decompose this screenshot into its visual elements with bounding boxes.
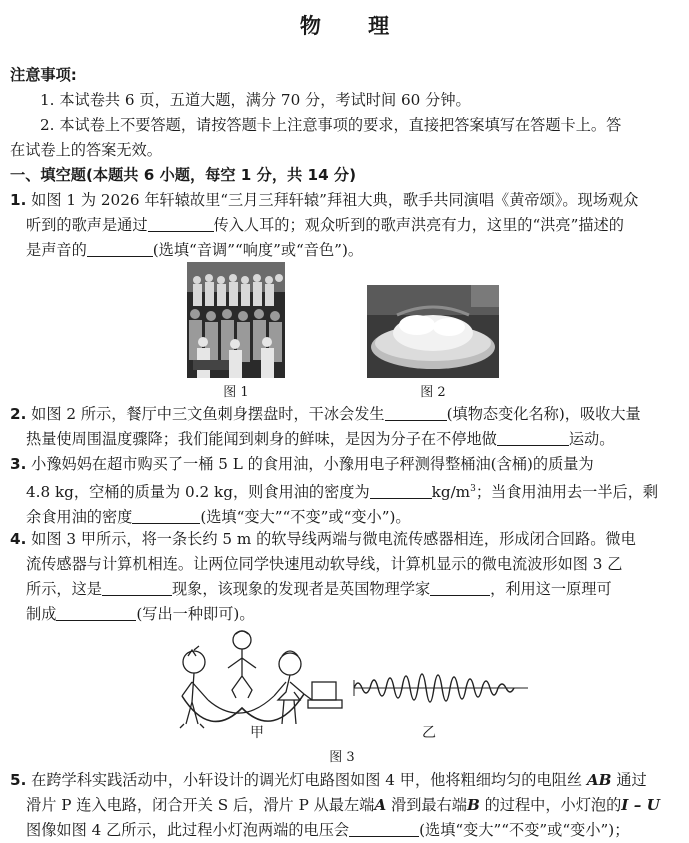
question-number: 3. [10, 455, 27, 473]
question-number: 1. [10, 191, 27, 209]
question-4: 4. 如图 3 甲所示，将一条长约 5 m 的软导线两端与微电流传感器相连，形成闭合回路。微电 流传感器与计算机相连。让两位同学快速甩动软导线，计算机显示的微电流波形如图 3 乙 所示，这是 现象，该现象的发现者是英国物理学家 ，利用这一原理可 制成 (写出一种即可)。 [10, 530, 636, 623]
answer-blank[interactable] [87, 240, 153, 257]
page-title: 物 理 [299, 14, 410, 38]
answer-blank[interactable] [370, 482, 432, 499]
answer-blank[interactable] [102, 579, 172, 596]
notice-item-2: 2. 本试卷上不要答题，请按答题卡上注意事项的要求，直接把答案填写在答题卡上。答 [40, 116, 622, 134]
question-number: 5. [10, 771, 27, 789]
figure-2-caption: 图 2 [420, 385, 446, 400]
figure-2-photo [367, 285, 499, 378]
figure-1-photo [187, 262, 285, 378]
question-5: 5. 在跨学科实践活动中，小轩设计的调光灯电路图如图 4 甲，他将粗细均匀的电阻丝 AB 通过 滑片 P 连入电路，闭合开关 S 后，滑片 P 从最左端A 滑到最右端B 的过程中，小灯泡的I – U 图像如图 4 乙所示，此过程小灯泡两端的电压会 (选填“变大”“不变”或“变小”)； [10, 771, 660, 839]
question-number: 4. [10, 530, 27, 548]
figure-3-part-b-label: 乙 [422, 725, 436, 741]
answer-blank[interactable] [132, 507, 200, 524]
figure-1-caption: 图 1 [223, 385, 249, 400]
question-1: 1. 如图 1 为 2026 年轩辕故里“三月三拜轩辕”拜祖大典，歌手共同演唱《黄帝颂》。现场观众 听到的歌声是通过 传入人耳的；观众听到的歌声洪亮有力，这里的“洪亮”描述的 是声音的 (选填“音调”“响度”或“音色”)。 [10, 191, 639, 259]
notice-heading: 注意事项: [10, 66, 77, 84]
answer-blank[interactable] [430, 579, 490, 596]
notice-item-1: 1. 本试卷共 6 页，五道大题，满分 70 分，考试时间 60 分钟。 [40, 91, 471, 109]
notice-section [10, 63, 678, 188]
notice-item-2-cont: 在试卷上的答案无效。 [10, 141, 162, 159]
answer-blank[interactable] [56, 604, 136, 621]
answer-blank[interactable] [148, 215, 214, 232]
answer-blank[interactable] [497, 429, 569, 446]
section1-heading: 一、填空题(本题共 6 小题，每空 1 分，共 14 分) [10, 166, 357, 184]
question-2: 2. 如图 2 所示，餐厅中三文鱼刺身摆盘时，干冰会发生 (填物态变化名称)，吸收大量 热量使周围温度骤降；我们能闻到刺身的鲜味，是因为分子在不停地做 运动。 [10, 405, 641, 448]
figure-3-illustration [170, 630, 530, 738]
figure-3-part-a-label: 甲 [250, 725, 264, 741]
figure-3-caption: 图 3 [329, 750, 355, 765]
answer-blank[interactable] [349, 820, 419, 837]
question-3: 3. 小豫妈妈在超市购买了一桶 5 L 的食用油，小豫用电子秤测得整桶油(含桶)的质量为 4.8 kg，空桶的质量为 0.2 kg，则食用油的密度为 $kg/m^3$；当食用油用去一半后，剩 余食用油的密度 (选填“变大”“不变”或“变小”)。 [10, 455, 659, 527]
answer-blank[interactable] [385, 404, 447, 421]
question-number: 2. [10, 405, 27, 423]
